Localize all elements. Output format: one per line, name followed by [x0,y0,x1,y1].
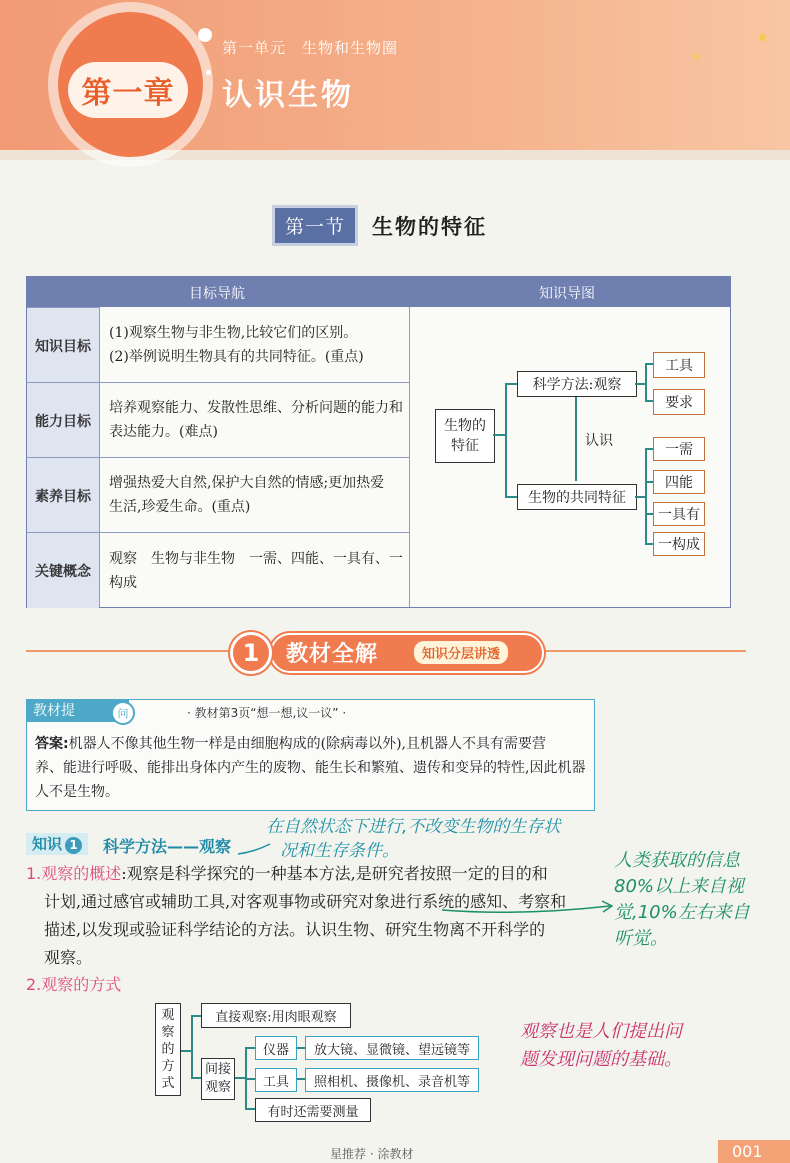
connector [645,513,653,515]
root-char: 方 [161,1059,175,1074]
handwritten-note [614,848,750,952]
connector [191,1015,201,1017]
connector [635,383,645,385]
banner-subtitle: 知识分层讲透 [414,641,508,664]
connector [505,383,517,385]
mindmap-common: 生物的共同特征 [517,484,637,510]
note-arrow [236,838,276,858]
unit-line: 第一单元 生物和生物圈 [222,39,399,57]
row-line: 观察 生物与非生物 一需、四能、一具有、一 [109,551,403,567]
qa-tag: 教材提 [27,700,129,722]
star-icon: ★ [756,30,769,46]
observation-root [155,1003,181,1096]
row-label: 知识目标 [27,307,99,383]
root-char: 观 [161,1008,175,1023]
direct-observation: 直接观察:用肉眼观察 [201,1003,351,1028]
connector [645,481,653,483]
row-text [109,471,409,519]
row-line: 表达能力。(难点) [109,424,218,440]
row-label: 能力目标 [27,382,99,458]
root-char: 察 [161,1025,175,1040]
row-line: 生活,珍爱生命。(重点) [109,499,251,515]
mindmap-leaf: 一需 [653,437,705,461]
para-line: 计划,通过感官或辅助工具,对客观事物或研究对象进行系统的感知、考察和 [44,892,567,911]
connector [505,496,517,498]
para-line: :观察是科学探究的一种基本方法,是研究者按照一定的目的和 [121,864,548,883]
row-text [109,321,409,369]
para-line: 描述,以发现或验证科学结论的方法。认识生物、研究生物离不开科学的 [44,920,546,939]
connector [645,448,647,544]
question-icon: 问 [111,701,135,725]
page-number: 001 [718,1140,790,1163]
qa-answer [35,732,587,804]
connector [645,400,653,402]
indirect-line: 观察 [204,1080,231,1095]
para-line: 观察。 [44,948,93,967]
row-label: 关键概念 [27,532,99,608]
connector [181,1050,191,1052]
note-line: 听觉。 [614,928,668,949]
measurement-note: 有时还需要测量 [255,1098,371,1122]
textbook-question-box [26,699,595,811]
handwritten-note [520,1018,682,1074]
connector [575,397,577,481]
note-line: 觉,10%左右来自 [614,902,750,923]
connector [191,1077,201,1079]
connector [297,1078,305,1080]
note-line: 在自然状态下进行,不改变生物的生存状 [266,817,561,837]
answer-label: 答案: [35,736,69,752]
mindmap-root [435,409,495,463]
connector [645,363,653,365]
tool-label: 工具 [255,1068,297,1092]
mindmap-leaf: 工具 [653,352,705,378]
row-text [109,547,409,595]
note-line: 题发现问题的基础。 [520,1049,682,1070]
answer-line: 人不是生物。 [35,784,119,800]
mindmap-leaf: 一构成 [653,532,705,556]
banner-number: 1 [230,632,272,674]
col-header-goal: 目标导航 [189,286,245,302]
row-line: (2)举例说明生物具有的共同特征。(重点) [109,349,364,365]
overview-label: 1.观察的概述 [26,864,122,883]
answer-line: 机器人不像其他生物一样是由细胞构成的(除病毒以外),且机器人不具有需要营 [68,736,546,752]
row-line: 培养观察能力、发散性思维、分析问题的能力和 [109,400,403,416]
connector [505,383,507,497]
observation-overview [26,860,601,972]
mindmap-link-label: 认识 [585,433,613,449]
connector [245,1078,255,1080]
indirect-line: 间接 [204,1062,231,1077]
connector [297,1047,305,1049]
root-char: 的 [161,1042,175,1057]
star-icon: ★ [692,52,701,63]
section-title: 生物的特征 [372,214,488,239]
qa-reference: · 教材第3页“想一想,议一议” · [187,706,347,720]
connector [235,1077,245,1079]
table-header [27,277,730,307]
note-line: 况和生存条件。 [280,841,399,861]
row-line: 增强热爱大自然,保护大自然的情感;更加热爱 [109,475,385,491]
row-label: 素养目标 [27,457,99,533]
row-line: 构成 [109,575,137,591]
tool-items: 照相机、摄像机、录音机等 [305,1068,479,1092]
section-badge: 第一节 [272,205,358,246]
handwritten-note [266,815,560,863]
knowledge-title: 科学方法——观察 [103,837,232,856]
banner-title: 教材全解 [286,642,379,667]
decor-dot [198,28,212,42]
mindmap-leaf: 四能 [653,470,705,494]
answer-line: 养、能进行呼吸、能排出身体内产生的废物、能生长和繁殖、遗传和变异的特性,因此机器 [35,760,586,776]
instrument-items: 放大镜、显微镜、望远镜等 [305,1036,479,1060]
chapter-badge: 第一章 [68,62,188,118]
mindmap-root-label: 生物的特征 [444,418,486,454]
observation-modes-heading: 2.观察的方式 [26,975,122,994]
instrument-label: 仪器 [255,1036,297,1060]
knowledge-tag [26,833,88,855]
divider [409,307,410,607]
connector [645,363,647,401]
connector [245,1108,255,1110]
note-line: 80%以上来自视 [614,876,745,897]
knowledge-tag-label: 知识 [32,835,63,853]
col-header-map: 知识导图 [539,286,595,302]
connector [191,1015,193,1078]
note-line: 人类获取的信息 [614,850,740,871]
connector [245,1047,255,1049]
indirect-observation [201,1058,235,1100]
objectives-table [26,276,731,608]
chapter-title: 认识生物 [222,78,354,113]
note-line: 观察也是人们提出问 [520,1021,682,1042]
root-char: 式 [161,1076,175,1091]
mindmap-method: 科学方法:观察 [517,371,637,397]
mindmap-leaf: 要求 [653,389,705,415]
row-line: (1)观察生物与非生物,比较它们的区别。 [109,325,358,341]
connector [493,434,505,436]
connector [645,448,653,450]
footer-brand: 星推荐 · 涂教材 [330,1147,414,1161]
decor-dot [206,70,211,75]
section-heading [272,205,487,246]
mindmap-leaf: 一具有 [653,502,705,526]
connector [645,543,653,545]
knowledge-number: 1 [65,837,82,854]
row-text [109,396,409,444]
connector [635,496,645,498]
